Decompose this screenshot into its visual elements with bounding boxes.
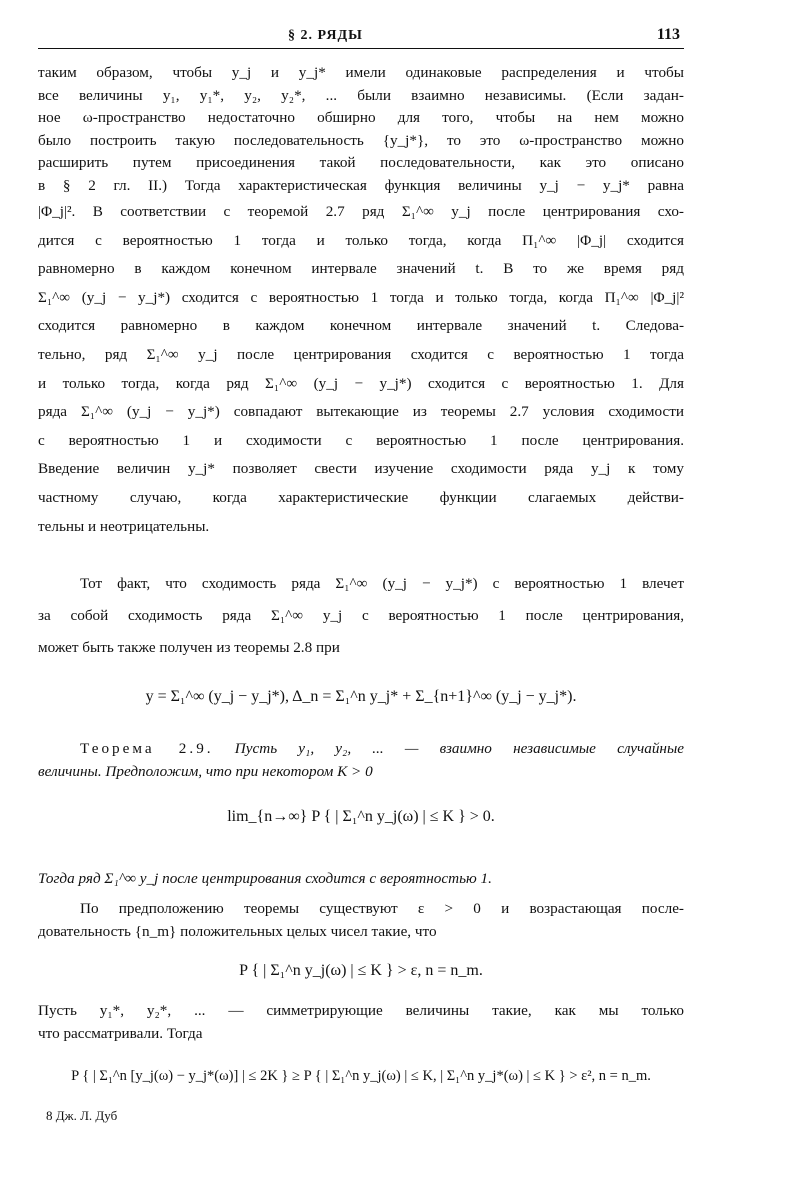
formula-y-delta: y = Σ₁^∞ (y_j − y_j*), Δ_n = Σ₁^n y_j* + Σ_{n+1}^∞ (y_j − y_j*).	[145, 688, 577, 705]
text-line: ное ω-пространство недостаточно обширно для того, чтобы на нем можно	[38, 109, 684, 127]
text-line: |Φ_j|². В соответствии с теоремой 2.7 ряд Σ₁^∞ y_j после центрирования схо-	[38, 203, 684, 220]
proof-paragraph	[38, 898, 684, 943]
theorem-label: Теорема 2.9.	[80, 740, 214, 757]
text-line: равномерно в каждом конечном интервале значений t. В то же время ряд	[38, 260, 684, 278]
text-line: с вероятностью 1 и сходимости с вероятностью 1 после центрирования.	[38, 431, 684, 449]
text-line: тельны и неотрицательны.	[38, 517, 210, 535]
theorem-text-2: величины. Предположим, что при некотором K > 0	[38, 762, 373, 780]
text-line: за собой сходимость ряда Σ₁^∞ y_j с вероятностью 1 после центрирования,	[38, 607, 684, 624]
text-line: Тогда ряд Σ₁^∞ y_j после центрирования сходится с вероятностью 1.	[38, 870, 492, 887]
text-line: таким образом, чтобы y_j и y_j* имели одинаковые распределения и чтобы	[38, 64, 684, 81]
text-line: что рассматривали. Тогда	[38, 1024, 203, 1042]
paragraph-2	[38, 568, 684, 664]
theorem-line-1	[38, 738, 684, 761]
formula-probability: P { | Σ₁^n y_j(ω) | ≤ K } > ε, n = n_m.	[239, 962, 483, 979]
text-line: сходится равномерно в каждом конечном интервале значений t. Следова-	[38, 317, 684, 335]
running-head-section: § 2. РЯДЫ	[288, 28, 363, 43]
page-header	[38, 22, 684, 49]
text-line: все величины y₁, y₁*, y₂, y₂*, ... были взаимно независимы. (Если задан-	[38, 86, 684, 104]
formula-symmetrized: P { | Σ₁^n [y_j(ω) − y_j*(ω)] | ≤ 2K } ≥ P { | Σ₁^n y_j(ω) | ≤ K, | Σ₁^n y_j*(ω) | ≤ K } > ε², n = n_m.	[71, 1068, 651, 1084]
text-line: Введение величин y_j* позволяет свести изучение сходимости ряда y_j к тому	[38, 460, 684, 478]
text-line: было построить такую последовательность {y_j*}, то это ω-пространство можно	[38, 131, 684, 149]
text-line: Тот факт, что сходимость ряда Σ₁^∞ (y_j − y_j*) с вероятностью 1 влечет	[80, 575, 684, 592]
theorem-2-9	[38, 738, 684, 783]
text-line: может быть также получен из теоремы 2.8 при	[38, 639, 340, 656]
paragraph-1-math	[38, 198, 684, 541]
text-line: дится с вероятностью 1 тогда и только тогда, когда Π₁^∞ |Φ_j| сходится	[38, 231, 684, 249]
signature-footer: 8 Дж. Л. Дуб	[46, 1108, 118, 1123]
paragraph-1	[38, 62, 684, 198]
text-line: и только тогда, когда ряд Σ₁^∞ (y_j − y_j*) сходится с вероятностью 1. Для	[38, 374, 684, 392]
theorem-text-1: Пусть y₁, y₂, ... — взаимно независимые случайные	[234, 740, 684, 757]
text-line: довательность {n_m} положительных целых чисел такие, что	[38, 922, 437, 940]
text-line: частному случаю, когда характеристические функции слагаемых действи-	[38, 488, 684, 506]
text-line: Σ₁^∞ (y_j − y_j*) сходится с вероятностью 1 тогда и только тогда, когда Π₁^∞ |Φ_j|²	[38, 288, 684, 306]
page-number: 113	[656, 26, 680, 43]
text-line: Пусть y₁*, y₂*, ... — симметрирующие величины такие, как мы только	[38, 1002, 684, 1019]
text-line: в § 2 гл. II.) Тогда характеристическая функция величины y_j − y_j* равна	[38, 176, 684, 194]
text-line: По предположению теоремы существуют ε > 0 и возрастающая после-	[80, 900, 684, 917]
formula-limsup: lim_{n→∞} P { | Σ₁^n y_j(ω) | ≤ K } > 0.	[227, 808, 495, 825]
text-line: расширить путем присоединения такой последовательности, как это описано	[38, 154, 684, 172]
text-line: тельно, ряд Σ₁^∞ y_j после центрирования сходится с вероятностью 1 тогда	[38, 345, 684, 363]
theorem-conclusion	[38, 868, 684, 891]
text-line: ряда Σ₁^∞ (y_j − y_j*) совпадают вытекающие из теоремы 2.7 условия сходимости	[38, 403, 684, 421]
paragraph-3	[38, 1000, 684, 1045]
